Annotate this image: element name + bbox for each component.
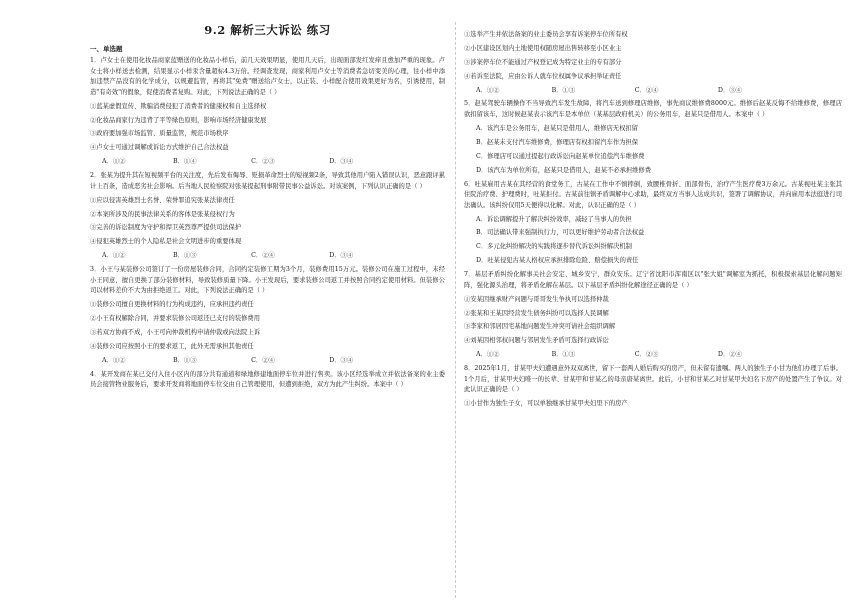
choice-b: B．①③ [551,86,576,94]
question-4-choices [464,86,842,97]
choice-d: D．③④ [329,158,354,166]
choice-c: C．②④ [251,356,275,364]
question-6-stem: 6．吐某雇用古某在其经营的食堂务工，古某在工作中不慎摔倒，致腰椎骨折、面部骨伤，治疗产生医疗费3万余元。古某视吐某主张其住院治疗费、护理费时，吐某拒付。古某前往镇矛盾调解中心求助，最终双方当事人达成共识，签署了调解协议，并向雇用本法庭进行司法确认。该纠纷仅用5天便得以化解。对此，认识正确的是（ ） [464,180,842,209]
question-4-option: ①选举产生并依法备案的业主委员会享有诉案停车位所有权 [464,31,628,38]
question-1-option: ①蓝某虚假宣传、欺骗消费侵犯了消费者的健康权和自主选择权 [90,102,267,110]
question-6-option: A．诉讼调解提升了解决纠纷效率，减轻了当事人的负担 [476,215,632,223]
question-4-option: ④若诉至法院，应由公诉人就车位权属争议承担举证责任 [464,72,622,80]
choice-d: D．③④ [329,252,354,260]
question-4-stem: 4．某开发商在某已交付入住小区内的部分共有通道和绿地修建地面停车位并进行售卖。该小区经选举成立并依法备案的业主委员会接管物业服务后，要求开发商将地面停车位交由自己管理使用，但遭到拒绝，双方为此产生纠纷。本案中（ ） [90,370,445,389]
question-2-option: ③完善的诉讼制度为守护和捍卫英烈尊严提供司法保护 [90,224,242,232]
question-1-option: ③政府要加强市场监管、质量监管，规范市场秩序 [90,130,229,138]
question-3-option: ③若双方协商不成，小王可向仲裁机构申请仲裁或向法院上诉 [90,328,261,336]
question-3-option: ④装修公司应按照小王的要求返工，此外无需承担其他责任 [90,342,254,350]
choice-a: A．①② [102,252,126,260]
question-4-option: ③涉案停车位不能通过产权登记成为特定业主的专有部分 [464,58,622,66]
left-column [90,44,445,394]
choice-d: D．②④ [717,351,742,359]
page-title: 9.2 解析三大诉讼 练习 [204,23,331,37]
choice-a: A．①② [102,356,126,364]
question-5-option: D．该汽车为单位所有，赵某只是借用人，赵某不必承担维修费 [476,166,652,174]
question-1-stem: 1．卢女士在使用化妆品商家蓝赠送的化妆品小样后，前几天效果明显，使用几天后，出现面部发红发痒且愈加严重的现象。卢女士将小样送去检测，结果显示小样汞含量超标4.3万倍。经调查发现，商家利用卢女士等消费者急切变美的心理，往小样中添加违禁产品没有的化学成分，以规避监管，再将其"免费"赠送给卢女士，以正装、小样配合使用效果更好为名，引诱使用，制造"有奇效"的假象，促使消费者复购。对此，下列说法正确的是（ ） [90,57,445,96]
question-4-option: ②小区建设区划内土地使用权随房屋出售转移至小区业主 [464,44,622,52]
choice-b: B．①③ [551,351,576,359]
question-6-option: B．司法确认带来强制执行力，可以更好维护劳动者合法权益 [476,229,645,237]
choice-b: B．①③ [173,356,197,364]
choice-b: B．①④ [173,158,197,166]
question-7-option: ④刘某因相邻权问题与邻居发生矛盾可选择行政诉讼 [464,337,609,345]
choice-a: A．①② [476,86,500,94]
question-7-stem: 7．基层矛盾纠纷化解事关社会安定、城乡安宁，群众安乐。辽宁省沈阳市浑南区以"张大姐"调解室为抓托，积极探索基层化解问题矩阵，强化源头治理，将矛盾化解在基层。以下基层矛盾纠纷化解途径正确的是（ ） [464,271,842,289]
question-1-choices [90,157,445,168]
question-7-option: ①安某因继承财产问题与哥哥发生争执可以选择仲裁 [464,295,609,303]
question-2-choices [90,251,445,262]
choice-a: A．①② [102,158,126,166]
question-6-option: D．吐某侵犯古某人格权应承担排除危险、赔偿损失的责任 [476,257,639,265]
question-2-stem: 2．张某为提升其在短视频平台的关注度，先后发布侮辱、贬损革命烈士的短视频2条，导致其他用户陷入错误认识，恶意跟评累计上百条，造成恶劣社会影响。后当地人民检察院对张某提起刑事附带民事公益诉讼。对该案例，下列认识正确的是（ ） [90,172,445,190]
question-5-option: C．修理店可以通过提起行政诉讼向赵某单位追偿汽车维修费 [476,152,645,160]
question-3-option: ①装修公司擅自更换材料的行为构成违约，应承担违约责任 [90,301,254,309]
question-5-stem: 5．赵某驾驶车辆操作不当导致汽车发生故障，将汽车送到修理店维修，事先商议维修费8000元。维修后赵某反悔不给维修费，修理店欲扣留该车，这时候赵某表示该汽车是本单位（某基层政府机关）的公务用车，赵某只是借用人。本案中（ ） [464,100,842,119]
choice-b: B．①③ [173,252,197,260]
question-6-option: C．多元化纠纷解决的实践将逐步替代诉讼纠纷解决机制 [476,243,632,251]
question-1-option: ②化妆品商家行为违背了平等绿色原则，影响市场经济健康发展 [90,116,267,124]
choice-c: C．②④ [634,86,659,94]
choice-c: C．②③ [634,351,659,359]
question-7-option: ②张某和王某因经营发生债务纠纷可以选择人民调解 [464,309,609,317]
right-column [464,30,842,413]
question-7-option: ③李家和邻居因宅基地问题发生冲突可请社会组织调解 [464,323,616,331]
question-2-option: ①应以侵害英雄烈士名誉、荣誉罪追究张某法律责任 [90,196,235,204]
question-3-stem: 3．小王与某装修公司签订了一份房屋装修合同，合同约定装修工期为3个月，装修费用15万元。装修公司在施工过程中，未经小王同意，擅自更换了部分装修材料，导致装修质量下降。小王发现后，要求装修公司返工并按照合同约定使用材料。但装修公司以材料差价不大为由拒绝返工。对此，下列说法正确的是（ ） [90,266,445,295]
column-divider [455,22,456,598]
section-heading: 一、单选题 [90,45,123,53]
choice-c: C．②④ [251,252,275,260]
question-3-choices [90,356,445,367]
question-5-option: A．该汽车是公务用车，赵某只是借用人，维修店无权扣留 [476,124,638,132]
question-2-option: ②本案所涉及的民事法律关系的客体是张某侵权行为 [90,210,235,218]
question-3-option: ②小王有权解除合同，并要求装修公司返还已支付的装修费用 [90,315,261,323]
question-1-option: ④卢女士可通过调解或诉讼方式维护自己合法权益 [90,144,229,152]
question-2-option: ④侵犯英雄烈士的个人隐私是社会文明进步的重要体现 [90,238,242,246]
question-8-option: ①小甘作为独生子女，可以单独继承甘某甲夫妇里下的房产 [464,400,628,408]
question-5-option: B．赵某未支付汽车维修费，修理店有权扣留汽车作为担保 [476,138,639,146]
choice-d: D．③④ [717,86,742,94]
question-7-choices [464,350,842,361]
choice-c: C．②③ [251,158,275,166]
choice-d: D．③④ [329,356,354,364]
choice-a: A．①② [476,351,500,359]
question-8-stem: 8．2025年1月，甘某甲夫妇遭遇意外双双离世，留下一套两人婚后购买的房产，但未留有遗嘱。两人的独生子小甘为他们办理了后事。1个月后，甘某甲夫妇唯一的长辈、甘某甲和甘某乙的母亲唐某离世。此后，小甘和甘某乙对甘某甲夫妇名下房产的处置产生了争议。对此认识正确的是（ ） [464,365,842,394]
